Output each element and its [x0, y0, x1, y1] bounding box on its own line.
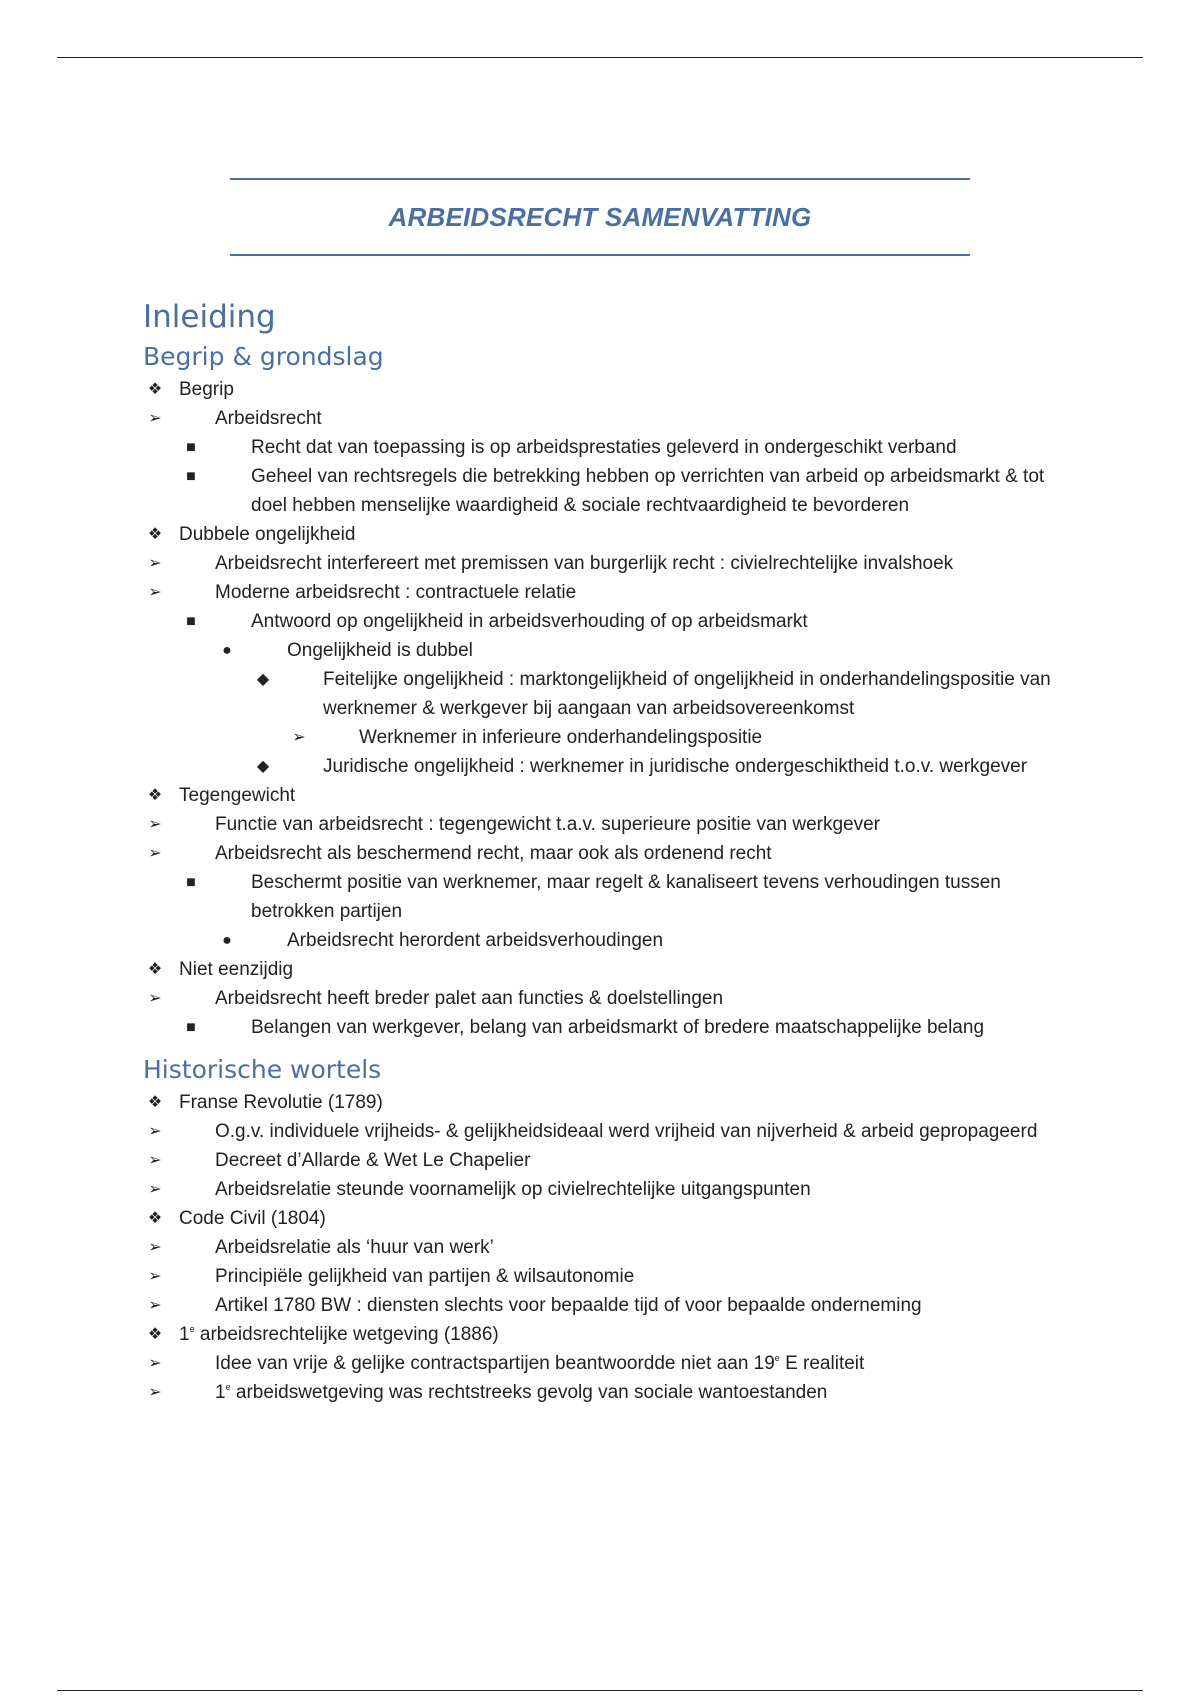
list-item — [148, 404, 1063, 520]
list-item — [186, 868, 1063, 955]
dot-bullet-icon: ● — [222, 932, 232, 949]
list-item — [143, 955, 1063, 1042]
list-item — [186, 1013, 1063, 1042]
arrow-bullet-icon: ➢ — [148, 1384, 162, 1401]
list-item — [148, 1233, 1063, 1262]
arrow-bullet-icon: ➢ — [148, 1297, 162, 1314]
item-text: Arbeidsrecht herordent arbeidsverhoudingen — [287, 930, 664, 951]
item-text: Beschermt positie van werknemer, maar regelt & kanaliseert tevens verhoudingen tussen betrokken partijen — [251, 872, 1001, 922]
item-text: Moderne arbeidsrecht : contractuele relatie — [215, 582, 577, 603]
diamond-bullet-icon: ❖ — [147, 787, 163, 804]
item-text: Belangen van werkgever, belang van arbeidsmarkt of bredere maatschappelijke belang — [251, 1017, 985, 1038]
square-bullet-icon: ■ — [186, 613, 196, 630]
item-text: Begrip — [179, 379, 234, 400]
list-item — [143, 375, 1063, 520]
list-item — [186, 607, 1063, 781]
item-text: Arbeidsrelatie als ‘huur van werk’ — [215, 1237, 494, 1258]
item-text: Arbeidsrecht heeft breder palet aan functies & doelstellingen — [215, 988, 724, 1009]
list-item — [148, 984, 1063, 1042]
arrow-bullet-icon: ➢ — [292, 729, 306, 746]
list-item — [148, 1146, 1063, 1175]
list-historische-wortels — [143, 1088, 1063, 1407]
arrow-bullet-icon: ➢ — [148, 845, 162, 862]
list-item — [148, 1349, 1063, 1378]
diamond-bullet-icon: ❖ — [147, 526, 163, 543]
list-item — [256, 752, 1063, 781]
item-text: Niet eenzijdig — [179, 959, 294, 980]
square-bullet-icon: ■ — [186, 874, 196, 891]
item-text: 1e arbeidswetgeving was rechtstreeks gevolg van sociale wantoestanden — [215, 1382, 828, 1403]
item-text: Arbeidsrecht als beschermend recht, maar ook als ordenend recht — [215, 843, 772, 864]
list-item — [186, 462, 1063, 520]
diamond-bullet-icon: ❖ — [147, 1094, 163, 1111]
item-text: Decreet d’Allarde & Wet Le Chapelier — [215, 1150, 531, 1171]
arrow-bullet-icon: ➢ — [148, 1239, 162, 1256]
list-item — [148, 549, 1063, 578]
list-item — [222, 926, 1063, 955]
arrow-bullet-icon: ➢ — [148, 584, 162, 601]
item-text: Geheel van rechtsregels die betrekking hebben op verrichten van arbeid op arbeidsmarkt & tot doel hebben menselijke waardigheid & sociale rechtvaardigheid te bevorderen — [251, 466, 1045, 516]
square-bullet-icon: ■ — [186, 468, 196, 485]
heading-historische-wortels: Historische wortels — [143, 1055, 382, 1084]
list-item — [143, 781, 1063, 955]
list-item — [148, 1262, 1063, 1291]
item-text: Juridische ongelijkheid : werknemer in juridische ondergeschiktheid t.o.v. werkgever — [323, 756, 1028, 777]
item-text: Code Civil (1804) — [179, 1208, 326, 1229]
arrow-bullet-icon: ➢ — [148, 1123, 162, 1140]
list-item — [148, 578, 1063, 781]
title-rule-top — [230, 178, 970, 180]
dot-bullet-icon: ● — [222, 642, 232, 659]
item-text: Artikel 1780 BW : diensten slechts voor bepaalde tijd of voor bepaalde onderneming — [215, 1295, 922, 1316]
diamond-bullet-icon: ❖ — [147, 1210, 163, 1227]
arrow-bullet-icon: ➢ — [148, 1181, 162, 1198]
list-item — [143, 520, 1063, 781]
item-text: Idee van vrije & gelijke contractspartijen beantwoordde niet aan 19e E realiteit — [215, 1353, 865, 1374]
document-title: ARBEIDSRECHT SAMENVATTING — [388, 202, 812, 232]
square-bullet-icon: ■ — [186, 439, 196, 456]
item-text: Antwoord op ongelijkheid in arbeidsverhouding of op arbeidsmarkt — [251, 611, 808, 632]
item-text: Functie van arbeidsrecht : tegengewicht t.a.v. superieure positie van werkgever — [215, 814, 880, 835]
item-text: Ongelijkheid is dubbel — [287, 640, 473, 661]
list-item — [148, 1291, 1063, 1320]
item-text: Franse Revolutie (1789) — [179, 1092, 383, 1113]
item-text: Arbeidsrelatie steunde voornamelijk op civielrechtelijke uitgangspunten — [215, 1179, 811, 1200]
item-text: 1e arbeidsrechtelijke wetgeving (1886) — [179, 1324, 499, 1345]
item-text: Principiële gelijkheid van partijen & wilsautonomie — [215, 1266, 635, 1287]
list-item — [148, 1378, 1063, 1407]
list-item — [148, 1117, 1063, 1146]
arrow-bullet-icon: ➢ — [148, 816, 162, 833]
small-diamond-bullet-icon: ◆ — [256, 671, 270, 688]
arrow-bullet-icon: ➢ — [148, 1355, 162, 1372]
arrow-bullet-icon: ➢ — [148, 1268, 162, 1285]
arrow-bullet-icon: ➢ — [148, 555, 162, 572]
item-text: Tegengewicht — [179, 785, 296, 806]
small-diamond-bullet-icon: ◆ — [256, 758, 270, 775]
heading-begrip-grondslag: Begrip & grondslag — [143, 342, 384, 371]
heading-inleiding: Inleiding — [143, 299, 276, 335]
list-begrip-grondslag — [143, 375, 1063, 1042]
list-item — [148, 810, 1063, 839]
diamond-bullet-icon: ❖ — [147, 961, 163, 978]
list-item — [148, 839, 1063, 955]
document-body — [143, 295, 1063, 1407]
list-item — [148, 1175, 1063, 1204]
item-text: Feitelijke ongelijkheid : marktongelijkheid of ongelijkheid in onderhandelingspositie van werknemer & werkgever bij aangaan van arbeidsovereenkomst — [323, 669, 1051, 719]
arrow-bullet-icon: ➢ — [148, 1152, 162, 1169]
item-text: Arbeidsrecht — [215, 408, 322, 429]
list-item — [186, 433, 1063, 462]
diamond-bullet-icon: ❖ — [147, 381, 163, 398]
arrow-bullet-icon: ➢ — [148, 990, 162, 1007]
item-text: Werknemer in inferieure onderhandelingspositie — [359, 727, 763, 748]
arrow-bullet-icon: ➢ — [148, 410, 162, 427]
page-header-rule — [57, 57, 1143, 58]
list-item — [292, 723, 1063, 752]
title-rule-bottom — [230, 254, 970, 256]
title-block — [230, 178, 970, 256]
list-item — [143, 1088, 1063, 1204]
diamond-bullet-icon: ❖ — [147, 1326, 163, 1343]
list-item — [222, 636, 1063, 781]
item-text: Recht dat van toepassing is op arbeidsprestaties geleverd in ondergeschikt verband — [251, 437, 957, 458]
list-item — [256, 665, 1063, 752]
list-item — [143, 1320, 1063, 1407]
item-text: O.g.v. individuele vrijheids- & gelijkheidsideaal werd vrijheid van nijverheid & arbeid gepropageerd — [215, 1121, 1038, 1142]
page-footer-rule — [57, 1690, 1143, 1691]
item-text: Arbeidsrecht interfereert met premissen van burgerlijk recht : civielrechtelijke invalshoek — [215, 553, 954, 574]
list-item — [143, 1204, 1063, 1320]
square-bullet-icon: ■ — [186, 1019, 196, 1036]
item-text: Dubbele ongelijkheid — [179, 524, 356, 545]
